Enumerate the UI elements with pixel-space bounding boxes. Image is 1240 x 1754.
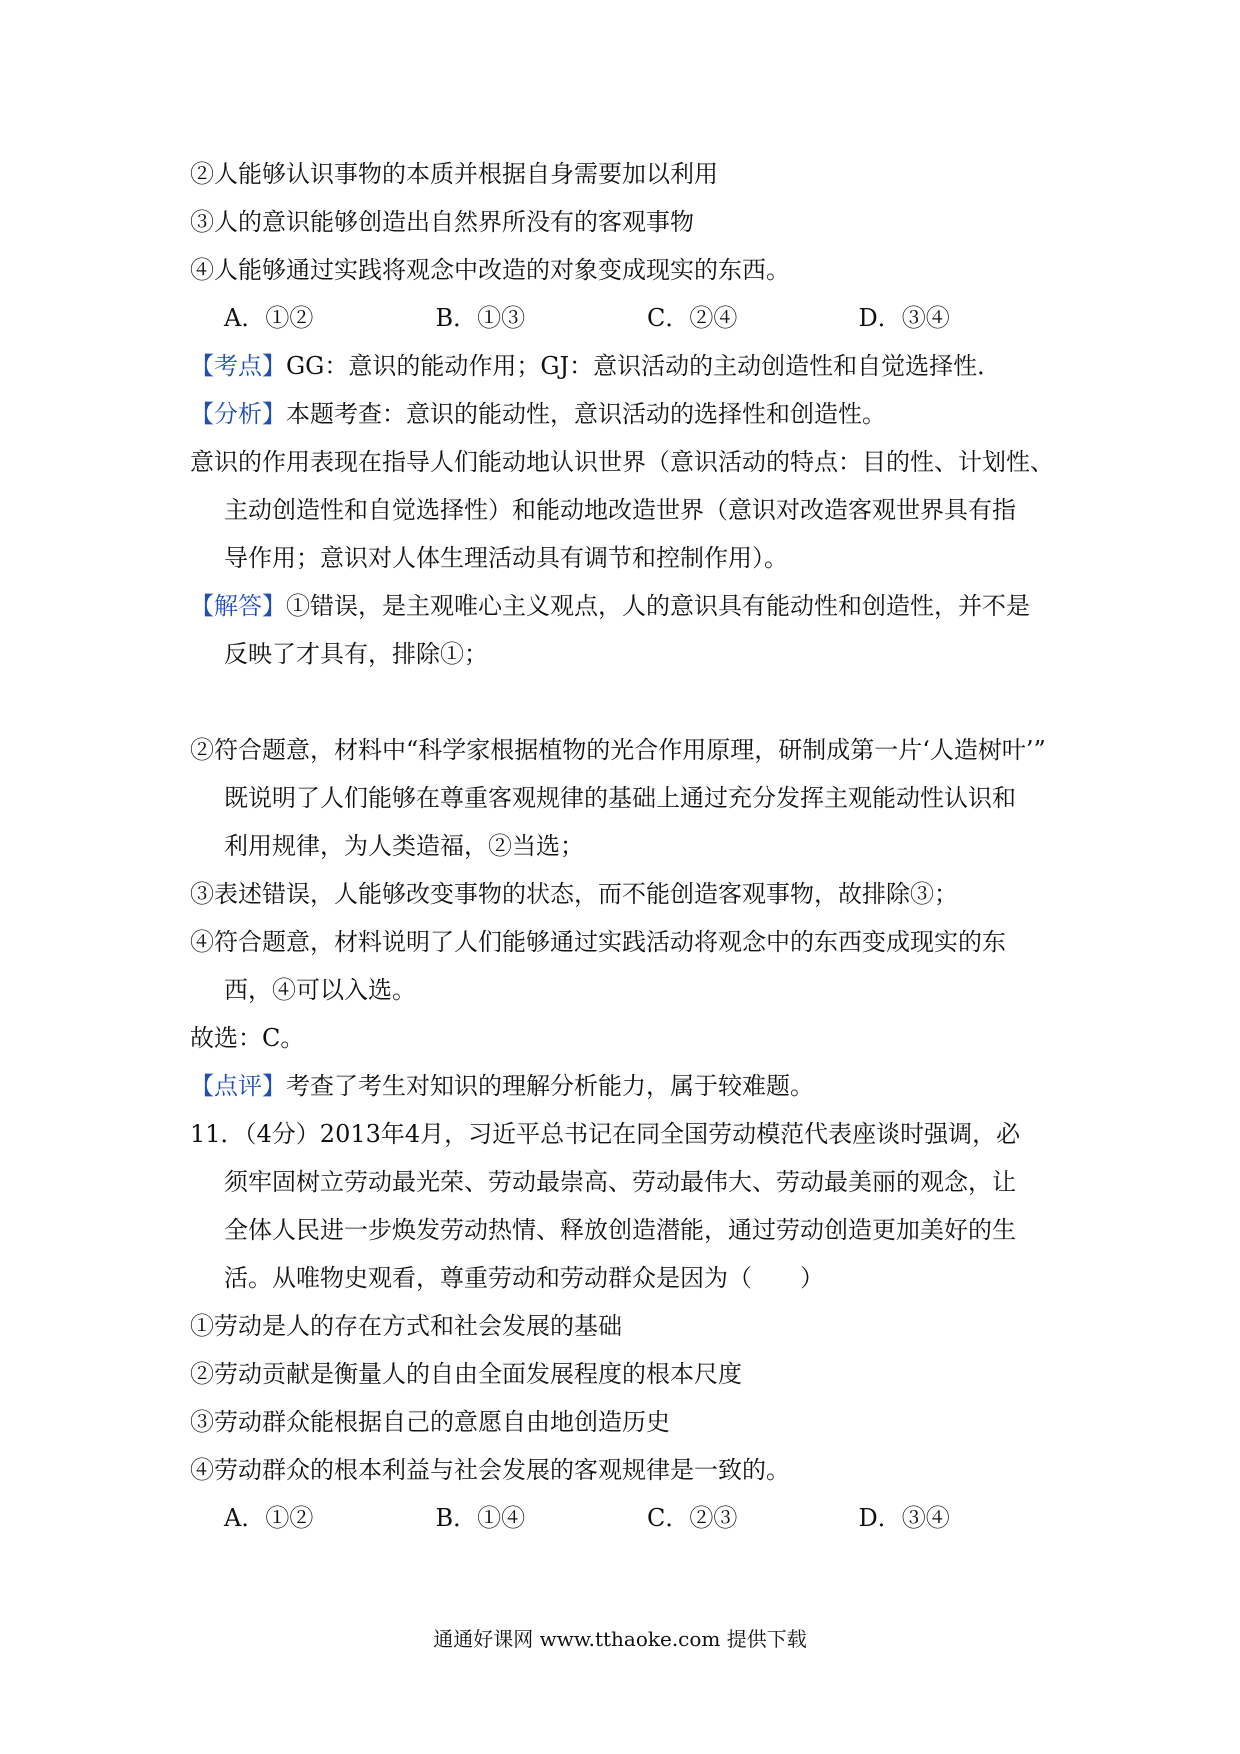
q10-options [190, 294, 1070, 342]
q10-statement-4: ④人能够通过实践将观念中改造的对象变成现实的东西。 [190, 256, 790, 284]
jieda-line [190, 582, 1070, 630]
q11-option-c: C．②③ [647, 1504, 738, 1532]
jieda-line-2: 反映了才具有，排除①； [224, 640, 488, 668]
fenxi-tag: 【分析】 [190, 400, 286, 428]
q10-statement-3: ③人的意识能够创造出自然界所没有的客观事物 [190, 208, 694, 236]
q11-statement-3: ③劳动群众能根据自己的意愿自由地创造历史 [190, 1408, 670, 1436]
q11-option-b: B．①④ [435, 1504, 526, 1532]
kaodian-tag: 【考点】 [190, 352, 286, 380]
jieda-text: ①错误，是主观唯心主义观点，人的意识具有能动性和创造性，并不是 [286, 592, 1030, 620]
q11-statement-4: ④劳动群众的根本利益与社会发展的客观规律是一致的。 [190, 1456, 790, 1484]
q10-option-a: A．①② [224, 304, 314, 332]
q11-stem-line: 须牢固树立劳动最光荣、劳动最崇高、劳动最伟大、劳动最美丽的观念，让 [224, 1168, 1016, 1196]
kaodian-line [190, 342, 1070, 390]
page-footer: 通通好课网 www.tthaoke.com 提供下载 [433, 1627, 807, 1651]
answer-line: 既说明了人们能够在尊重客观规律的基础上通过充分发挥主观能动性认识和 [224, 784, 1016, 812]
q10-option-d: D．③④ [858, 304, 950, 332]
answer-choice: 故选：C。 [190, 1024, 305, 1052]
document-body [190, 150, 1070, 1542]
q10-statement-2: ②人能够认识事物的本质并根据自身需要加以利用 [190, 160, 718, 188]
q11-stem-line: 11．（4分）2013年4月，习近平总书记在同全国劳动模范代表座谈时强调，必 [190, 1120, 1021, 1148]
answer-line: 利用规律，为人类造福，②当选； [224, 832, 584, 860]
q10-option-c: C．②④ [647, 304, 738, 332]
q11-statement-2: ②劳动贡献是衡量人的自由全面发展程度的根本尺度 [190, 1360, 742, 1388]
q11-stem-line: 全体人民进一步焕发劳动热情、释放创造潜能，通过劳动创造更加美好的生 [224, 1216, 1016, 1244]
answer-line: ②符合题意，材料中“科学家根据植物的光合作用原理，研制成第一片‘人造树叶’” [190, 736, 1046, 764]
answer-line: ④符合题意，材料说明了人们能够通过实践活动将观念中的东西变成现实的东 [190, 928, 1006, 956]
dianping-tag: 【点评】 [190, 1072, 286, 1100]
answer-line: ③表述错误，人能够改变事物的状态，而不能创造客观事物，故排除③； [190, 880, 958, 908]
kaodian-text: GG：意识的能动作用；GJ：意识活动的主动创造性和自觉选择性． [286, 352, 1002, 380]
dianping-line [190, 1062, 1070, 1110]
q11-option-a: A．①② [224, 1504, 314, 1532]
jieda-tag: 【解答】 [190, 592, 286, 620]
q11-option-d: D．③④ [858, 1504, 950, 1532]
analysis-line: 意识的作用表现在指导人们能动地认识世界（意识活动的特点：目的性、计划性、 [190, 448, 1054, 476]
q11-stem-line: 活。从唯物史观看，尊重劳动和劳动群众是因为（ ） [224, 1264, 824, 1292]
q11-statement-1: ①劳动是人的存在方式和社会发展的基础 [190, 1312, 622, 1340]
fenxi-line [190, 390, 1070, 438]
fenxi-text: 本题考查：意识的能动性，意识活动的选择性和创造性。 [286, 400, 886, 428]
analysis-line: 导作用；意识对人体生理活动具有调节和控制作用）。 [224, 544, 788, 572]
analysis-line: 主动创造性和自觉选择性）和能动地改造世界（意识对改造客观世界具有指 [224, 496, 1016, 524]
q10-option-b: B．①③ [435, 304, 526, 332]
q11-options [190, 1494, 1070, 1542]
spacer [190, 678, 1070, 726]
dianping-text: 考查了考生对知识的理解分析能力，属于较难题。 [286, 1072, 814, 1100]
answer-line: 西，④可以入选。 [224, 976, 416, 1004]
